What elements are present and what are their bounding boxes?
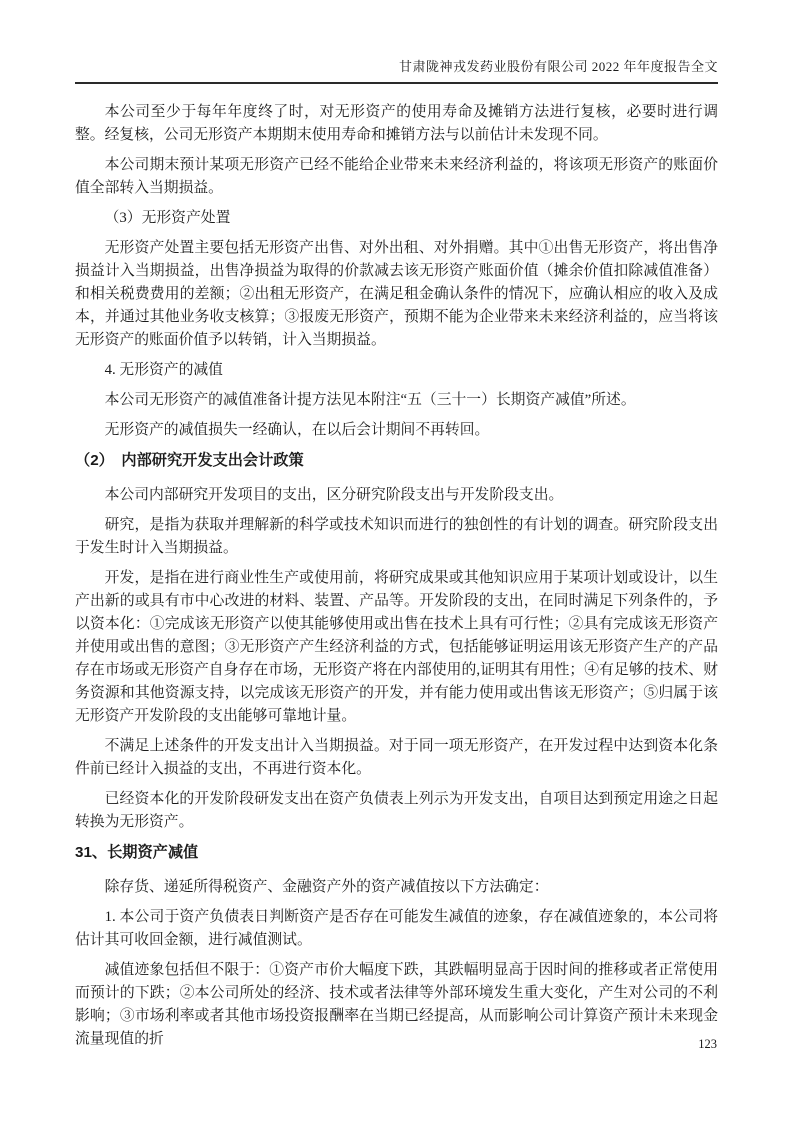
- paragraph-non-qualifying-expense: 不满足上述条件的开发支出计入当期损益。对于同一项无形资产，在开发过程中达到资本化条件前已经计入损益的支出，不再进行资本化。: [75, 738, 718, 777]
- paragraph-impairment-scope: 除存货、递延所得税资产、金融资产外的资产减值按以下方法确定：: [104, 879, 549, 895]
- paragraph-research-definition: 研究，是指为获取并理解新的科学或技术知识而进行的独创性的有计划的调查。研究阶段支出于发生时计入当期损益。: [75, 517, 718, 556]
- paragraph-development-definition: 开发，是指在进行商业性生产或使用前，将研究成果或其他知识应用于某项计划或设计，以生产出新的或具有市中心改进的材料、装置、产品等。开发阶段的支出，在同时满足下列条件的，予以资本化：①完成该无形资产以使其能够使用或出售在技术上具有可行性；②具有完成该无形资产并使用或出售的意图；③无形资产产生经济利益的方式，包括能够证明运用该无形资产生产的产品存在市场或无形资产自身存在市场，无形资产将在内部使用的,证明其有用性；④有足够的技术、财务资源和其他资源支持，以完成该无形资产的开发，并有能力使用或出售该无形资产；⑤归属于该无形资产开发阶段的支出能够可靠地计量。: [75, 570, 719, 724]
- paragraph-rnd-split: 本公司内部研究开发项目的支出，区分研究阶段支出与开发阶段支出。: [104, 487, 564, 503]
- subitem-intangible-impairment: 4. 无形资产的减值: [104, 362, 223, 378]
- paragraph-impairment-no-reversal: 无形资产的减值损失一经确认，在以后会计期间不再转回。: [104, 422, 490, 438]
- paragraph-impairment-test: 1. 本公司于资产负债表日判断资产是否存在可能发生减值的迹象，存在减值迹象的，本公司将估计其可收回金额，进行减值测试。: [75, 909, 718, 948]
- heading-internal-rnd-policy: （2） 内部研究开发支出会计政策: [75, 452, 304, 469]
- heading-long-term-impairment: 31、长期资产减值: [75, 844, 199, 861]
- subitem-intangible-disposal: （3）无形资产处置: [104, 210, 231, 226]
- paragraph-impairment-indicators: 减值迹象包括但不限于：①资产市价大幅度下跌，其跌幅明显高于因时间的推移或者正常使用而预计的下跌；②本公司所处的经济、技术或者法律等外部环境发生重大变化，产生对公司的不利影响；③市场利率或者其他市场投资报酬率在当期已经提高，从而影响公司计算资产预计未来现金流量现值的折: [75, 962, 718, 1047]
- page-header: [0, 0, 793, 76]
- report-title-header: 甘肃陇神戎发药业股份有限公司 2022 年年度报告全文: [398, 59, 718, 74]
- page-number: 123: [698, 1037, 717, 1051]
- paragraph-useful-life-review: 本公司至少于每年年度终了时，对无形资产的使用寿命及摊销方法进行复核，必要时进行调整。经复核，公司无形资产本期期末使用寿命和摊销方法与以前估计未发现不同。: [75, 104, 718, 143]
- paragraph-disposal-detail: 无形资产处置主要包括无形资产出售、对外出租、对外捐赠。其中①出售无形资产，将出售净损益计入当期损益，出售净损益为取得的价款减去该无形资产账面价值（摊余价值扣除减值准备）和相关税费费用的差额；②出租无形资产，在满足租金确认条件的情况下，应确认相应的收入及成本，并通过其他业务收支核算；③报废无形资产，预期不能为企业带来未来经济利益的，应当将该无形资产的账面价值予以转销，计入当期损益。: [75, 240, 718, 348]
- document-body: [0, 84, 793, 1051]
- paragraph-carrying-value-transfer: 本公司期末预计某项无形资产已经不能给企业带来未来经济利益的，将该项无形资产的账面价值全部转入当期损益。: [75, 157, 718, 196]
- paragraph-capitalized-expense: 已经资本化的开发阶段研发支出在资产负债表上列示为开发支出，自项目达到预定用途之日起转换为无形资产。: [75, 791, 718, 830]
- paragraph-impairment-method-ref: 本公司无形资产的减值准备计提方法见本附注“五（三十一）长期资产减值”所述。: [104, 392, 636, 408]
